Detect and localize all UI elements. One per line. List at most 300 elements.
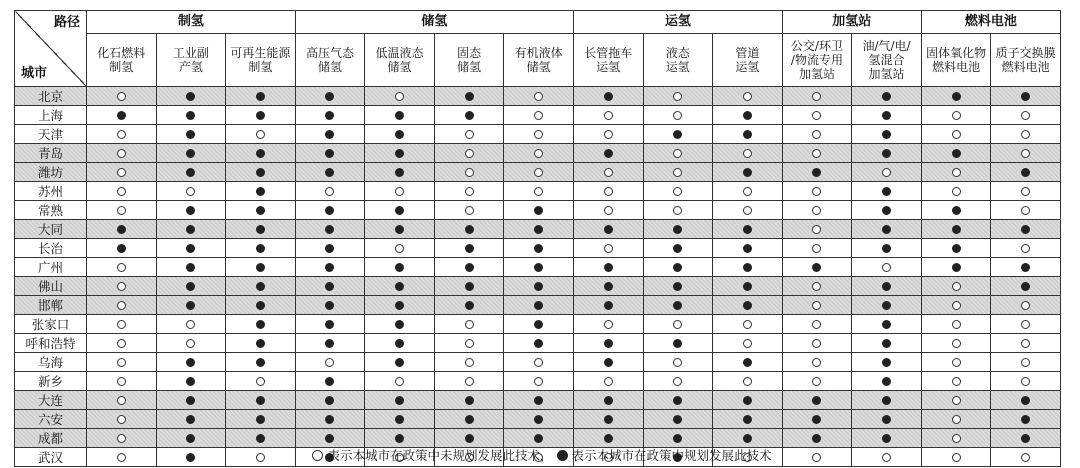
- table-cell: [156, 296, 226, 315]
- hollow-circle-icon: [1021, 377, 1030, 386]
- group-header: 储氢: [295, 11, 573, 34]
- table-cell: [226, 258, 296, 277]
- filled-circle-icon: [673, 339, 682, 348]
- table-cell: [643, 258, 713, 277]
- table-cell: [852, 201, 922, 220]
- filled-circle-icon: [256, 149, 265, 158]
- city-name: 常熟: [15, 201, 87, 220]
- table-row: [15, 391, 1061, 410]
- filled-circle-icon: [952, 244, 961, 253]
- hollow-circle-icon: [604, 320, 613, 329]
- table-cell: [573, 410, 643, 429]
- hollow-circle-icon: [186, 187, 195, 196]
- filled-circle-icon: [673, 225, 682, 234]
- column-header-line: /物流专用: [790, 53, 843, 67]
- table-cell: [365, 182, 435, 201]
- hollow-circle-icon: [812, 377, 821, 386]
- column-header-row: [15, 34, 1061, 87]
- column-header-line: 可再生能源: [230, 46, 291, 60]
- filled-circle-icon: [743, 434, 752, 443]
- hollow-circle-icon: [395, 187, 404, 196]
- table-cell: [365, 106, 435, 125]
- column-header-line: 运氢: [735, 60, 760, 74]
- hollow-circle-icon: [256, 377, 265, 386]
- hollow-circle-icon: [952, 339, 961, 348]
- table-cell: [87, 239, 157, 258]
- hollow-circle-icon: [117, 301, 126, 310]
- legend-hollow-text: 表示本城市在政策中未规划发展此技术，: [327, 448, 553, 463]
- hollow-circle-icon: [465, 130, 474, 139]
- table-cell: [365, 296, 435, 315]
- table-cell: [295, 296, 365, 315]
- table-cell: [156, 277, 226, 296]
- filled-circle-icon: [882, 149, 891, 158]
- table-cell: [156, 220, 226, 239]
- corner-label-route: 路径: [53, 15, 80, 30]
- table-cell: [87, 315, 157, 334]
- table-cell: [782, 429, 852, 448]
- table-cell: [991, 182, 1061, 201]
- hollow-circle-icon: [743, 320, 752, 329]
- filled-circle-icon: [604, 301, 613, 310]
- table-cell: [87, 277, 157, 296]
- filled-circle-icon: [882, 320, 891, 329]
- table-row: [15, 353, 1061, 372]
- table-cell: [782, 372, 852, 391]
- table-cell: [156, 410, 226, 429]
- hollow-circle-icon: [117, 320, 126, 329]
- table-row: [15, 277, 1061, 296]
- filled-circle-icon: [743, 282, 752, 291]
- filled-circle-icon: [465, 282, 474, 291]
- table-cell: [504, 125, 574, 144]
- hollow-circle-icon: [743, 92, 752, 101]
- table-cell: [226, 239, 296, 258]
- filled-circle-icon: [534, 206, 543, 215]
- table-cell: [782, 144, 852, 163]
- filled-circle-icon: [395, 263, 404, 272]
- hollow-circle-icon: [952, 396, 961, 405]
- table-cell: [921, 144, 991, 163]
- table-cell: [713, 315, 783, 334]
- hollow-circle-icon: [673, 92, 682, 101]
- column-header: [434, 34, 504, 87]
- table-cell: [852, 277, 922, 296]
- table-cell: [434, 410, 504, 429]
- filled-circle-icon: [395, 396, 404, 405]
- filled-circle-icon: [952, 206, 961, 215]
- table-cell: [226, 429, 296, 448]
- hydrogen-policy-table-wrapper: [14, 10, 1061, 467]
- filled-circle-icon: [186, 358, 195, 367]
- filled-circle-icon: [604, 225, 613, 234]
- filled-circle-icon: [117, 244, 126, 253]
- table-cell: [921, 258, 991, 277]
- hollow-circle-icon: [673, 206, 682, 215]
- table-cell: [504, 87, 574, 106]
- hollow-circle-icon: [117, 396, 126, 405]
- table-cell: [852, 258, 922, 277]
- table-cell: [643, 201, 713, 220]
- table-cell: [852, 144, 922, 163]
- group-header-row: [15, 11, 1061, 34]
- table-cell: [573, 201, 643, 220]
- column-header: [295, 34, 365, 87]
- table-cell: [365, 277, 435, 296]
- hollow-circle-icon: [1021, 301, 1030, 310]
- table-cell: [504, 277, 574, 296]
- table-cell: [226, 182, 296, 201]
- table-cell: [504, 296, 574, 315]
- filled-circle-icon: [465, 263, 474, 272]
- filled-circle-icon: [325, 377, 334, 386]
- table-cell: [226, 125, 296, 144]
- filled-circle-icon: [256, 396, 265, 405]
- hollow-circle-icon: [534, 358, 543, 367]
- filled-circle-icon: [882, 92, 891, 101]
- filled-circle-icon: [395, 339, 404, 348]
- table-cell: [573, 239, 643, 258]
- hydrogen-policy-table: [14, 10, 1061, 467]
- column-header: [156, 34, 226, 87]
- table-cell: [921, 372, 991, 391]
- table-cell: [852, 372, 922, 391]
- table-cell: [643, 163, 713, 182]
- hollow-circle-icon: [395, 377, 404, 386]
- filled-circle-icon: [534, 320, 543, 329]
- filled-circle-icon: [395, 358, 404, 367]
- table-cell: [643, 87, 713, 106]
- table-cell: [573, 163, 643, 182]
- table-cell: [921, 391, 991, 410]
- filled-circle-icon: [952, 92, 961, 101]
- table-cell: [295, 277, 365, 296]
- table-cell: [852, 87, 922, 106]
- table-cell: [921, 410, 991, 429]
- filled-circle-icon: [1021, 282, 1030, 291]
- filled-circle-icon: [743, 263, 752, 272]
- table-cell: [295, 391, 365, 410]
- table-cell: [782, 334, 852, 353]
- filled-circle-icon: [673, 244, 682, 253]
- hollow-circle-icon: [604, 206, 613, 215]
- table-cell: [504, 353, 574, 372]
- filled-circle-icon: [465, 92, 474, 101]
- column-header-line: 燃料电池: [1001, 60, 1050, 74]
- filled-circle-icon: [673, 130, 682, 139]
- column-header-line: 有机液体: [514, 46, 563, 60]
- filled-circle-icon: [256, 168, 265, 177]
- table-cell: [365, 201, 435, 220]
- table-row: [15, 296, 1061, 315]
- filled-circle-icon: [256, 187, 265, 196]
- table-cell: [991, 201, 1061, 220]
- table-cell: [573, 125, 643, 144]
- table-cell: [226, 410, 296, 429]
- table-cell: [643, 220, 713, 239]
- table-cell: [643, 106, 713, 125]
- table-row: [15, 144, 1061, 163]
- table-cell: [156, 391, 226, 410]
- column-header-line: 液态: [665, 46, 690, 60]
- table-cell: [504, 429, 574, 448]
- hollow-circle-icon: [952, 301, 961, 310]
- hollow-circle-icon: [534, 377, 543, 386]
- table-cell: [643, 410, 713, 429]
- table-cell: [434, 372, 504, 391]
- table-cell: [226, 163, 296, 182]
- filled-circle-icon: [465, 301, 474, 310]
- table-cell: [713, 87, 783, 106]
- table-cell: [643, 182, 713, 201]
- table-cell: [87, 182, 157, 201]
- filled-circle-icon: [186, 282, 195, 291]
- filled-circle-icon: [325, 320, 334, 329]
- hollow-circle-icon: [812, 206, 821, 215]
- hollow-circle-icon: [743, 206, 752, 215]
- table-cell: [504, 163, 574, 182]
- hollow-circle-icon: [812, 225, 821, 234]
- table-cell: [713, 353, 783, 372]
- hollow-circle-icon: [534, 168, 543, 177]
- table-cell: [504, 315, 574, 334]
- table-cell: [156, 315, 226, 334]
- hollow-circle-icon: [952, 111, 961, 120]
- city-name: 上海: [15, 106, 87, 125]
- table-cell: [782, 182, 852, 201]
- table-cell: [782, 258, 852, 277]
- filled-circle-icon: [256, 111, 265, 120]
- column-header: [87, 34, 157, 87]
- filled-circle-icon: [673, 415, 682, 424]
- filled-circle-icon: [534, 225, 543, 234]
- table-cell: [295, 220, 365, 239]
- table-cell: [434, 125, 504, 144]
- table-cell: [782, 201, 852, 220]
- column-header: [852, 34, 922, 87]
- column-header: [643, 34, 713, 87]
- table-cell: [504, 391, 574, 410]
- table-cell: [295, 182, 365, 201]
- table-cell: [713, 220, 783, 239]
- filled-circle-icon: [882, 244, 891, 253]
- table-cell: [365, 353, 435, 372]
- hollow-circle-icon: [117, 263, 126, 272]
- table-row: [15, 182, 1061, 201]
- table-cell: [504, 410, 574, 429]
- column-header-line: 燃料电池: [932, 60, 981, 74]
- hollow-circle-icon: [743, 377, 752, 386]
- table-cell: [713, 239, 783, 258]
- filled-circle-icon: [395, 149, 404, 158]
- filled-circle-icon: [325, 206, 334, 215]
- table-row: [15, 315, 1061, 334]
- table-cell: [434, 220, 504, 239]
- hollow-circle-icon: [952, 282, 961, 291]
- filled-circle-icon: [604, 282, 613, 291]
- filled-circle-icon: [812, 168, 821, 177]
- filled-circle-icon: [743, 301, 752, 310]
- corner-label-city: 城市: [21, 66, 48, 81]
- table-cell: [365, 372, 435, 391]
- hollow-circle-icon: [882, 168, 891, 177]
- filled-circle-icon: [1021, 396, 1030, 405]
- table-cell: [434, 429, 504, 448]
- table-cell: [713, 201, 783, 220]
- filled-circle-icon: [604, 434, 613, 443]
- table-cell: [226, 87, 296, 106]
- hollow-circle-icon: [465, 358, 474, 367]
- table-cell: [713, 410, 783, 429]
- hollow-circle-icon: [534, 149, 543, 158]
- table-cell: [504, 182, 574, 201]
- table-cell: [991, 220, 1061, 239]
- filled-circle-icon: [1021, 92, 1030, 101]
- table-cell: [365, 258, 435, 277]
- filled-circle-icon: [186, 130, 195, 139]
- table-cell: [991, 106, 1061, 125]
- city-name: 长治: [15, 239, 87, 258]
- table-cell: [991, 353, 1061, 372]
- hollow-circle-icon: [604, 244, 613, 253]
- table-cell: [295, 125, 365, 144]
- table-cell: [852, 334, 922, 353]
- table-row: [15, 106, 1061, 125]
- table-cell: [226, 315, 296, 334]
- hollow-circle-icon: [465, 168, 474, 177]
- hollow-circle-icon: [1021, 358, 1030, 367]
- table-cell: [434, 144, 504, 163]
- table-cell: [921, 125, 991, 144]
- table-cell: [295, 258, 365, 277]
- table-cell: [87, 410, 157, 429]
- filled-circle-icon: [395, 130, 404, 139]
- table-cell: [643, 429, 713, 448]
- hollow-circle-icon: [117, 130, 126, 139]
- table-cell: [434, 258, 504, 277]
- table-cell: [852, 353, 922, 372]
- table-cell: [991, 372, 1061, 391]
- table-cell: [434, 87, 504, 106]
- filled-circle-icon: [186, 396, 195, 405]
- city-name: 武汉: [15, 448, 87, 467]
- table-cell: [87, 220, 157, 239]
- filled-circle-icon: [256, 339, 265, 348]
- table-row: [15, 334, 1061, 353]
- table-cell: [573, 334, 643, 353]
- legend: [0, 446, 1080, 464]
- table-cell: [713, 258, 783, 277]
- table-row: [15, 125, 1061, 144]
- hollow-circle-icon: [1021, 187, 1030, 196]
- table-cell: [921, 334, 991, 353]
- hollow-circle-icon: [465, 377, 474, 386]
- table-cell: [295, 87, 365, 106]
- hollow-circle-icon: [812, 187, 821, 196]
- filled-circle-icon: [256, 92, 265, 101]
- hollow-circle-icon: [812, 149, 821, 158]
- hollow-circle-icon: [743, 149, 752, 158]
- hollow-circle-icon: [117, 415, 126, 424]
- table-cell: [226, 106, 296, 125]
- filled-circle-icon: [812, 396, 821, 405]
- hollow-circle-icon: [117, 282, 126, 291]
- filled-circle-icon: [1021, 225, 1030, 234]
- table-cell: [365, 163, 435, 182]
- hollow-circle-icon: [117, 187, 126, 196]
- table-cell: [852, 429, 922, 448]
- table-cell: [226, 220, 296, 239]
- filled-circle-icon: [186, 434, 195, 443]
- filled-circle-icon: [812, 434, 821, 443]
- filled-circle-icon: [465, 225, 474, 234]
- filled-circle-icon: [604, 358, 613, 367]
- table-cell: [991, 296, 1061, 315]
- filled-circle-icon: [465, 244, 474, 253]
- table-row: [15, 410, 1061, 429]
- table-cell: [87, 87, 157, 106]
- filled-circle-icon: [604, 92, 613, 101]
- legend-filled-text: 表示本城市在政策中规划发展此技术: [571, 448, 772, 463]
- table-cell: [643, 372, 713, 391]
- filled-circle-icon: [256, 225, 265, 234]
- table-row: [15, 258, 1061, 277]
- table-cell: [991, 163, 1061, 182]
- table-cell: [713, 334, 783, 353]
- table-cell: [365, 429, 435, 448]
- filled-circle-icon: [557, 450, 568, 461]
- hollow-circle-icon: [465, 187, 474, 196]
- table-cell: [295, 201, 365, 220]
- table-cell: [991, 239, 1061, 258]
- table-cell: [921, 87, 991, 106]
- table-cell: [365, 239, 435, 258]
- filled-circle-icon: [882, 415, 891, 424]
- corner-cell: [15, 11, 87, 87]
- table-cell: [365, 391, 435, 410]
- column-header: [782, 34, 852, 87]
- table-cell: [991, 410, 1061, 429]
- table-cell: [226, 144, 296, 163]
- table-cell: [643, 239, 713, 258]
- table-cell: [226, 334, 296, 353]
- table-cell: [643, 353, 713, 372]
- table-row: [15, 163, 1061, 182]
- hollow-circle-icon: [952, 377, 961, 386]
- table-cell: [434, 277, 504, 296]
- city-name: 潍坊: [15, 163, 87, 182]
- table-cell: [434, 106, 504, 125]
- column-header-line: 油/气/电/: [862, 39, 911, 53]
- filled-circle-icon: [882, 301, 891, 310]
- table-cell: [295, 163, 365, 182]
- hollow-circle-icon: [812, 111, 821, 120]
- hollow-circle-icon: [812, 301, 821, 310]
- table-cell: [991, 277, 1061, 296]
- column-header-line: 产氢: [178, 60, 203, 74]
- table-cell: [504, 239, 574, 258]
- table-row: [15, 372, 1061, 391]
- filled-circle-icon: [882, 130, 891, 139]
- column-header-line: 低温液态: [375, 46, 424, 60]
- filled-circle-icon: [743, 168, 752, 177]
- filled-circle-icon: [604, 149, 613, 158]
- table-cell: [295, 334, 365, 353]
- city-name: 大同: [15, 220, 87, 239]
- filled-circle-icon: [256, 320, 265, 329]
- filled-circle-icon: [743, 396, 752, 405]
- table-cell: [782, 277, 852, 296]
